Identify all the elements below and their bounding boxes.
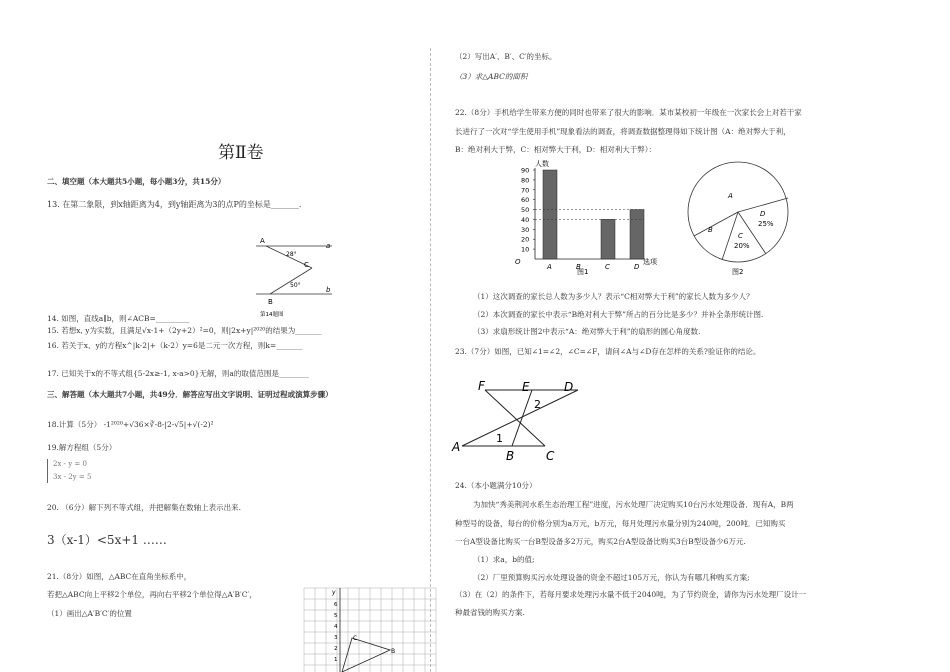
pie-label-A: A — [728, 192, 733, 200]
figure-14 — [240, 232, 350, 318]
bar-chart-origin: O — [515, 258, 521, 266]
question-16: 16. 若关于x、y的方程x^|k-2|+（k-2）y=6是二元一次方程，则k=_______ — [47, 341, 303, 350]
question-24-part3: （3）在（2）的条件下，若每月要求处理污水量不低于2040吨，为了节约资金，请你为污水处理厂设计一 — [455, 590, 807, 599]
bar-chart-xlabel: 选项 — [643, 258, 657, 266]
question-21-part3: （3）求△ABC的面积 — [455, 72, 528, 81]
grid-y-label: 6 — [334, 602, 338, 608]
question-21-part1: （1）画出△A′B′C′的位置 — [47, 609, 132, 618]
question-24-part2: （2）厂里预算购买污水处理设备的资金不超过105万元，你认为有哪几种购买方案; — [473, 573, 750, 582]
pie-pct-D: 25% — [758, 220, 774, 228]
question-13: 13. 在第二象限，到x轴距离为4，到y轴距离为3的点P的坐标是_______. — [47, 200, 302, 209]
question-21-part2: （2）写出A′、B′、C′的坐标。 — [455, 52, 557, 61]
grid-label-B: B — [391, 648, 396, 655]
section-title: 第Ⅱ卷 — [218, 143, 264, 163]
q20-expression: 3（x-1）<5x+1 …… — [47, 533, 167, 547]
bar-A — [543, 170, 557, 259]
question-23: 23.（7分）如图，已知∠1=∠2，∠C=∠F，请问∠A与∠D存在怎样的关系?验证你的结论。 — [455, 347, 761, 356]
question-24-line1: 为加快“秀美荆河水系生态治理工程”进度，污水处理厂决定购买10台污水处理设备．现有A，B两 — [473, 500, 794, 509]
question-24-part1: （1）求a，b的值; — [473, 555, 535, 564]
q19-eq1: 2x - y = 0 — [53, 460, 87, 468]
pie-label-D: D — [760, 210, 766, 218]
question-22-part2: （2）本次调查的家长中表示“B绝对利大于弊”所占的百分比是多少？并补全条形统计图. — [473, 310, 764, 319]
q19-eq2: 3x - 2y = 5 — [53, 473, 92, 481]
bar-xlabel-B: B — [576, 263, 581, 271]
bar-tick-label: 20 — [521, 235, 530, 244]
fig23-angle2: 2 — [534, 398, 541, 411]
figure-23 — [450, 378, 590, 464]
question-24-line2: 种型号的设备，每台的价格分别为a万元，b万元，每月处理污水量分别为240吨，200吨．已知购买 — [455, 519, 786, 528]
bar-tick-label: 80 — [521, 176, 530, 185]
fig14-label-C: C — [304, 261, 309, 269]
bar-chart-ylabel: 人数 — [535, 160, 549, 168]
grid-y-label: 2 — [334, 646, 338, 652]
fig14-label-b: b — [326, 286, 331, 294]
bar-xlabel-D: D — [634, 263, 640, 271]
bar-chart-caption: 图1 — [577, 268, 589, 276]
grid-y-label: 4 — [334, 624, 338, 630]
fig14-angle2: 50° — [290, 282, 301, 289]
pie-chart-caption: 图2 — [732, 268, 744, 276]
fig14-label-B: B — [268, 298, 273, 306]
bar-tick-label: 40 — [521, 215, 530, 224]
fig14-caption: 第14题图 — [260, 312, 284, 318]
bar-xlabel-A: A — [547, 263, 552, 271]
pie-chart — [680, 158, 800, 280]
bar-tick-label: 70 — [521, 186, 530, 195]
question-24: 24.（本小题满分10分） — [455, 481, 537, 490]
fig23-D: D — [564, 380, 574, 394]
pie-pct-C: 20% — [734, 242, 750, 250]
question-24-line3: 一台A型设备比购买一台B型设备多2万元，购买2台A型设备比购买3台B型设备少6万元. — [455, 537, 746, 546]
bar-tick-label: 10 — [521, 245, 530, 254]
question-17: 17. 已知关于x的不等式组{5-2x≥-1, x-a>0}无解，则a的取值范围是________ — [47, 369, 309, 378]
bar-chart — [505, 158, 665, 278]
question-22-line3: B：绝对利大于弊，C：相对弊大于利，D：相对利大于弊）： — [455, 145, 657, 154]
grid-y-label: 5 — [334, 613, 338, 619]
bar-tick-label: 90 — [521, 166, 530, 175]
question-22-part3: （3）求扇形统计图2中表示“A：绝对弊大于利”的扇形的圆心角度数. — [473, 327, 701, 336]
fig14-angle1: 28° — [286, 251, 297, 258]
answer-heading: 三、解答题（本大题共7小题，共49分．解答应写出文字说明、证明过程或演算步骤） — [47, 390, 333, 399]
question-20: 20. （6分）解下列不等式组，并把解集在数轴上表示出来. — [47, 503, 241, 512]
bar-tick-label: 60 — [521, 196, 530, 205]
question-21-text: 若把△ABC向上平移2个单位，再向右平移2个单位得△A′B′C′， — [47, 590, 257, 599]
fig14-label-a: a — [326, 242, 331, 250]
bar-tick-label: 30 — [521, 225, 530, 234]
bar-C — [601, 219, 615, 259]
question-18: 18.计算（5分） -1²⁰²⁰+√36×∛-8-|2-√5|+√(-2)² — [47, 420, 214, 429]
fig23-C: C — [546, 449, 555, 463]
question-22-line1: 22.（8分）手机给学生带来方便的同时也带来了很大的影响．某市某校初一年级在一次家长会上对若干家 — [455, 108, 802, 117]
page-divider — [430, 48, 431, 672]
pie-label-B: B — [708, 226, 713, 234]
grid-axis-y: y — [332, 589, 336, 596]
question-21: 21.（8分）如图，△ABC在直角坐标系中， — [47, 572, 192, 581]
question-24-part3-cont: 种最省钱的购买方案. — [455, 608, 525, 617]
question-15: 15. 若想x, y为实数，且满足√x-1+（2y+2）²=0，则|2x+y|²⁰²⁰的结果为_______ — [47, 326, 322, 335]
fig14-label-A: A — [260, 237, 265, 245]
fig23-F: F — [478, 379, 485, 393]
question-22-part1: （1）这次调查的家长总人数为多少人？表示“C相对弊大于利”的家长人数为多少人？ — [473, 292, 754, 301]
coordinate-grid — [300, 584, 440, 672]
grid-y-label: 1 — [334, 657, 338, 663]
bar-D — [630, 210, 644, 259]
question-22-line2: 长进行了一次对“学生使用手机”现象看法的调查，将调查数据整理得如下统计图（A：绝对弊大于利， — [455, 127, 791, 136]
bar-tick-label: 50 — [521, 206, 530, 215]
fig23-E: E — [522, 380, 530, 394]
fig23-angle1: 1 — [496, 432, 503, 445]
fig23-B: B — [506, 449, 515, 463]
bar-xlabel-C: C — [605, 263, 610, 271]
question-19: 19.解方程组（5分） — [47, 443, 117, 452]
fill-blank-heading: 二、填空题（本大题共5小题，每小题3分，共15分） — [47, 177, 226, 186]
fig23-A: A — [452, 440, 461, 454]
grid-y-label: 3 — [334, 635, 338, 641]
question-14: 14. 如图，直线a∥b，则∠ACB=_________ — [47, 314, 190, 323]
pie-label-C: C — [738, 232, 743, 240]
equation-system-brace — [47, 459, 51, 483]
grid-label-C: C — [353, 635, 358, 642]
